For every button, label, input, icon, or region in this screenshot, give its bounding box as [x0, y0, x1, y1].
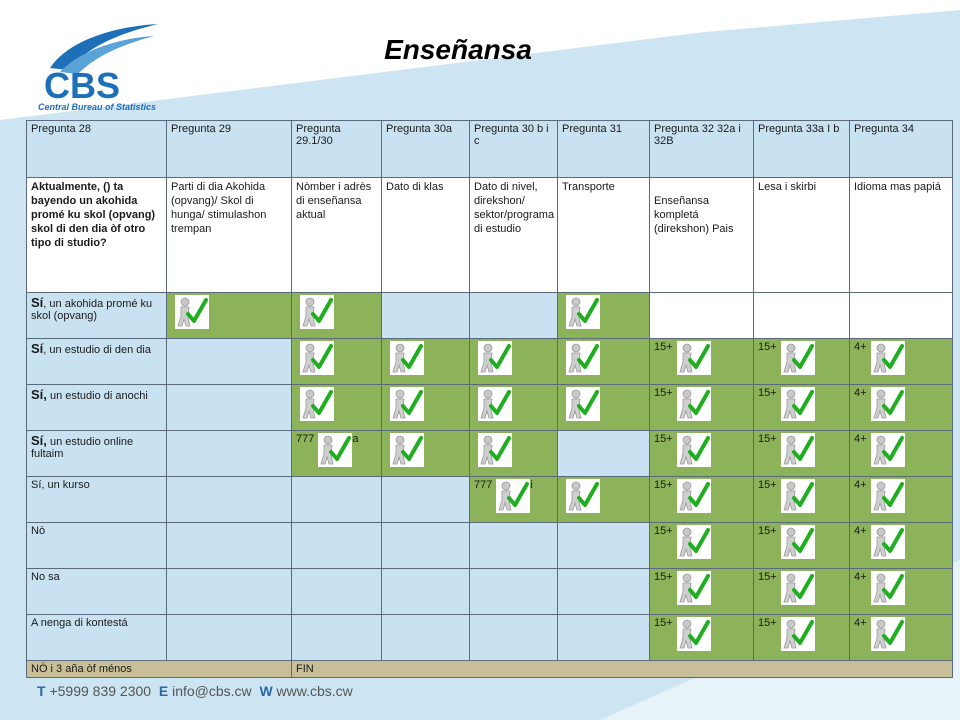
person-check-icon [677, 387, 711, 424]
header-cell: Pregunta 29.1/30 [292, 121, 382, 178]
empty-cell [292, 615, 382, 661]
person-check-icon [566, 341, 600, 378]
check-cell [558, 385, 650, 431]
check-cell: 777 i [470, 477, 558, 523]
row-label: Sí, un akohida promé ku skol (opvang) [27, 293, 167, 339]
empty-cell [167, 477, 292, 523]
header-cell: Pregunta 29 [167, 121, 292, 178]
empty-cell [292, 523, 382, 569]
person-check-icon [677, 617, 711, 654]
person-check-icon [781, 525, 815, 562]
check-cell: 777 a [292, 431, 382, 477]
person-check-icon [781, 617, 815, 654]
check-cell [292, 385, 382, 431]
cbs-logo [30, 18, 170, 114]
person-check-icon [478, 387, 512, 424]
empty-cell [558, 431, 650, 477]
empty-cell [558, 569, 650, 615]
empty-cell [382, 569, 470, 615]
header-cell: Pregunta 31 [558, 121, 650, 178]
person-check-icon [781, 387, 815, 424]
age-check-cell: 15+ [754, 569, 850, 615]
person-check-icon [300, 387, 334, 424]
subheader-cell: Parti di dia Akohida (opvang)/ Skol di hunga/ stimulashon trempan [167, 178, 292, 293]
age-check-cell: 15+ [650, 477, 754, 523]
table-row [27, 339, 953, 385]
age-check-cell: 15+ [754, 523, 850, 569]
table-row [27, 477, 953, 523]
person-check-icon [300, 341, 334, 378]
age-check-cell: 4+ [850, 431, 953, 477]
age-check-cell: 4+ [850, 477, 953, 523]
person-check-icon [300, 295, 334, 332]
page-title: Enseñansa [384, 34, 532, 65]
header-cell: Pregunta 30 b i c [470, 121, 558, 178]
check-cell [470, 385, 558, 431]
age-check-cell: 4+ [850, 339, 953, 385]
empty-cell [292, 569, 382, 615]
age-check-cell: 15+ [650, 431, 754, 477]
table-row [27, 385, 953, 431]
age-check-cell: 4+ [850, 385, 953, 431]
person-check-icon [566, 387, 600, 424]
row-label: Nò [27, 523, 167, 569]
empty-cell [167, 339, 292, 385]
table-row [27, 431, 953, 477]
person-check-icon [781, 479, 815, 516]
row-label: Sí, un estudio online fultaim [27, 431, 167, 477]
fin-value: FIN [292, 661, 953, 678]
age-check-cell: 15+ [650, 615, 754, 661]
person-check-icon [871, 571, 905, 608]
row-label: Sí, un estudio di anochi [27, 385, 167, 431]
age-check-cell: 15+ [754, 339, 850, 385]
table-row [27, 523, 953, 569]
subheader-row [27, 178, 953, 293]
empty-cell [382, 293, 470, 339]
check-cell [292, 339, 382, 385]
person-check-icon [390, 387, 424, 424]
person-check-icon [390, 341, 424, 378]
empty-cell [470, 615, 558, 661]
person-check-icon [318, 433, 352, 470]
check-cell [558, 293, 650, 339]
empty-cell [470, 569, 558, 615]
check-cell [470, 339, 558, 385]
check-cell [382, 385, 470, 431]
empty-cell [292, 477, 382, 523]
subheader-cell: Dato di nivel, direkshon/ sektor/programa di estudio [470, 178, 558, 293]
person-check-icon [566, 479, 600, 516]
person-check-icon [871, 433, 905, 470]
person-check-icon [677, 571, 711, 608]
age-check-cell: 4+ [850, 615, 953, 661]
empty-cell [754, 293, 850, 339]
header-cell: Pregunta 28 [27, 121, 167, 178]
contact-footer: T +5999 839 2300 E info@cbs.cw W www.cbs.cw [37, 683, 353, 699]
empty-cell [382, 477, 470, 523]
table-row [27, 569, 953, 615]
person-check-icon [175, 295, 209, 332]
empty-cell [167, 431, 292, 477]
empty-cell [470, 523, 558, 569]
header-row [27, 121, 953, 178]
empty-cell [470, 293, 558, 339]
subheader-cell: Dato di klas [382, 178, 470, 293]
table-row [27, 293, 953, 339]
person-check-icon [871, 341, 905, 378]
person-check-icon [478, 433, 512, 470]
subheader-cell: Idioma mas papiá [850, 178, 953, 293]
person-check-icon [871, 387, 905, 424]
age-check-cell: 15+ [754, 385, 850, 431]
table-row [27, 615, 953, 661]
person-check-icon [871, 479, 905, 516]
subheader-cell: Nòmber i adrès di enseñansa aktual [292, 178, 382, 293]
row-label: Sí, un kurso [27, 477, 167, 523]
empty-cell [558, 523, 650, 569]
person-check-icon [677, 433, 711, 470]
check-cell [558, 339, 650, 385]
empty-cell [167, 569, 292, 615]
age-check-cell: 15+ [754, 615, 850, 661]
check-cell [470, 431, 558, 477]
row-label: No sa [27, 569, 167, 615]
empty-cell [167, 615, 292, 661]
empty-cell [382, 615, 470, 661]
person-check-icon [677, 479, 711, 516]
phone-number: +5999 839 2300 [49, 683, 152, 699]
empty-cell [167, 385, 292, 431]
header-cell: Pregunta 33a I b [754, 121, 850, 178]
person-check-icon [677, 341, 711, 378]
check-cell [382, 431, 470, 477]
empty-cell [850, 293, 953, 339]
age-check-cell: 15+ [650, 385, 754, 431]
check-cell [558, 477, 650, 523]
row-label: A nenga di kontestá [27, 615, 167, 661]
age-check-cell: 15+ [650, 523, 754, 569]
person-check-icon [871, 525, 905, 562]
person-check-icon [781, 571, 815, 608]
check-cell [382, 339, 470, 385]
header-cell: Pregunta 34 [850, 121, 953, 178]
age-check-cell: 15+ [754, 477, 850, 523]
age-check-cell: 4+ [850, 523, 953, 569]
empty-cell [558, 615, 650, 661]
logo-text: CBS [44, 65, 121, 106]
age-check-cell: 4+ [850, 569, 953, 615]
subheader-cell: Lesa i skirbi [754, 178, 850, 293]
age-check-cell: 15+ [754, 431, 850, 477]
person-check-icon [566, 295, 600, 332]
empty-cell [167, 523, 292, 569]
person-check-icon [390, 433, 424, 470]
logo-subtitle: Central Bureau of Statistics [38, 102, 157, 112]
subheader-cell: Transporte [558, 178, 650, 293]
website-link[interactable]: www.cbs.cw [276, 683, 353, 699]
fin-row [27, 661, 953, 678]
survey-table [26, 120, 953, 678]
row-label: Sí, un estudio di den dia [27, 339, 167, 385]
email-link[interactable]: info@cbs.cw [172, 683, 252, 699]
header-cell: Pregunta 32 32a i 32B [650, 121, 754, 178]
age-check-cell: 15+ [650, 569, 754, 615]
empty-cell [650, 293, 754, 339]
header-cell: Pregunta 30a [382, 121, 470, 178]
person-check-icon [496, 479, 530, 516]
fin-label: NÒ i 3 aña òf ménos [27, 661, 292, 678]
subheader-cell: Enseñansa kompletá (direkshon) Pais [650, 178, 754, 293]
age-check-cell: 15+ [650, 339, 754, 385]
check-cell [167, 293, 292, 339]
person-check-icon [871, 617, 905, 654]
subheader-cell: Aktualmente, () ta bayendo un akohida promé ku skol (opvang) skol di den dia òf otro tipo di studio? [27, 178, 167, 293]
person-check-icon [677, 525, 711, 562]
empty-cell [382, 523, 470, 569]
person-check-icon [781, 341, 815, 378]
person-check-icon [478, 341, 512, 378]
check-cell [292, 293, 382, 339]
person-check-icon [781, 433, 815, 470]
